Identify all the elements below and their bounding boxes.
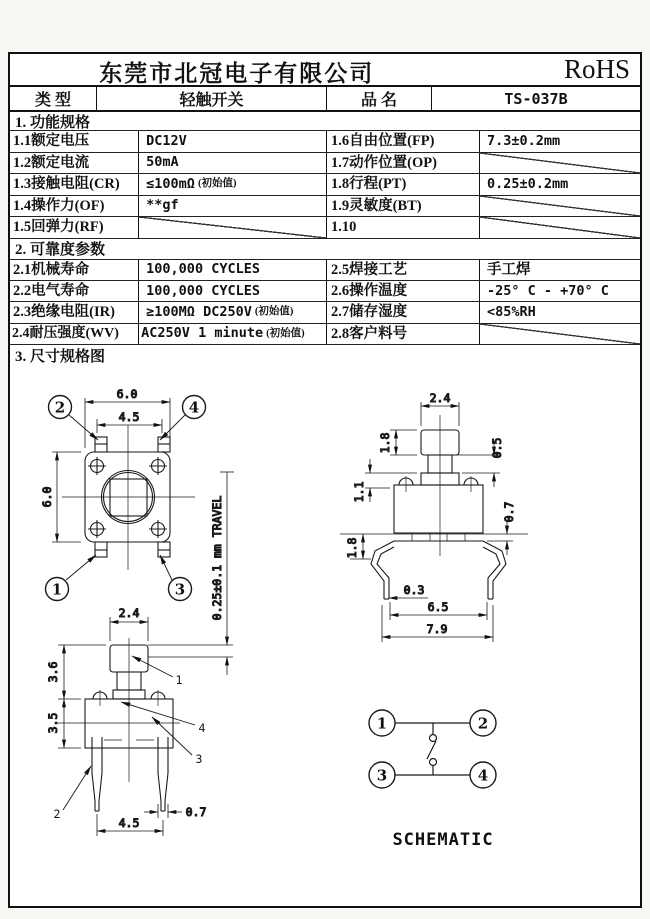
type-row	[10, 87, 640, 112]
pin-callouts	[46, 395, 206, 600]
bent-legs	[371, 541, 506, 599]
dim-label: 4.5	[118, 409, 140, 424]
spec-label: 1.6自由位置(FP)	[327, 131, 480, 152]
part-callout-2: 2	[53, 806, 61, 821]
dim-label: 0.7	[502, 501, 516, 523]
dim-label: 3.6	[46, 661, 60, 683]
spec-value: DC12V	[139, 131, 327, 152]
dim-label: 1.1	[352, 481, 366, 503]
spec-label: 1.5回弹力(RF)	[10, 217, 139, 238]
spec-value: 手工焊	[487, 261, 531, 278]
dim-label: 1.8	[378, 432, 392, 454]
part-callout-1: 1	[175, 672, 183, 687]
schematic-pin-2: 2	[477, 714, 489, 733]
spec-label: 1.9灵敏度(BT)	[327, 196, 480, 217]
type-label: 类 型	[10, 87, 97, 110]
spec-sheet	[8, 52, 642, 908]
spec-label: 2.4耐压强度(WV)	[10, 324, 139, 344]
corner-posts	[88, 457, 167, 538]
spec-label: 1.4操作力(OF)	[10, 196, 139, 217]
spec-label: 1.10	[327, 217, 480, 238]
schematic-pin-4: 4	[477, 766, 489, 785]
dim-label: 2.4	[118, 605, 140, 620]
table-row	[10, 281, 640, 302]
spec-value: 100,000 CYCLES	[139, 281, 327, 301]
spec-value: 0.25±0.2mm	[487, 175, 569, 192]
side-view-drawing	[340, 391, 528, 642]
section3-title: 3. 尺寸规格图	[15, 348, 106, 365]
spec-label: 2.8客户料号	[327, 324, 480, 344]
spec-label: 1.8行程(PT)	[327, 174, 480, 195]
schematic-caption: SCHEMATIC	[392, 829, 494, 850]
table-row	[10, 131, 640, 153]
spec-label: 1.1额定电压	[10, 131, 139, 152]
initial-value-note: (初始值)	[197, 178, 237, 190]
dim-label: 0.3	[403, 582, 425, 597]
spec-label: 2.5焊接工艺	[327, 260, 480, 280]
pin-callout-4: 4	[188, 398, 200, 417]
dim-label: 4.5	[118, 815, 140, 830]
dim-label: 3.5	[46, 712, 60, 734]
part-callout-3: 3	[195, 751, 203, 766]
spec-value: ≥100MΩ DC250V (初始值)	[139, 302, 327, 322]
dim-label: 1.8	[345, 537, 359, 559]
table-row	[10, 302, 640, 323]
initial-value-note: (初始值)	[266, 327, 305, 339]
section2-title: 2. 可靠度参数	[10, 239, 640, 260]
table-row	[10, 260, 640, 281]
spec-value: 50mA	[139, 153, 327, 174]
empty-cell-diagonal	[480, 324, 640, 344]
top-view-drawing	[40, 387, 234, 675]
schematic-pin-3: 3	[376, 766, 388, 785]
spec-label: 1.3接触电阻(CR)	[10, 174, 139, 195]
rohs-mark: RoHS	[563, 54, 630, 84]
part-name-label: 品 名	[327, 87, 432, 110]
type-value: 轻触开关	[97, 87, 327, 110]
dim-label: 0.7	[185, 804, 207, 819]
table-row	[10, 217, 640, 239]
spec-value: 7.3±0.2mm	[487, 132, 561, 149]
spec-value: -25° C - +70° C	[487, 282, 609, 299]
dim-label: 6.0	[116, 386, 138, 401]
pin-callout-2: 2	[54, 398, 66, 417]
spec-value: ≤100mΩ (初始值)	[139, 174, 327, 195]
spec-label: 2.6操作温度	[327, 281, 480, 301]
spec-value: <85%RH	[487, 303, 536, 320]
sheet-header	[10, 54, 640, 87]
dim-label: 6.5	[427, 599, 449, 614]
pin-callout-3: 3	[174, 580, 186, 599]
schematic-drawing	[369, 710, 496, 850]
dim-label: 2.4	[429, 390, 451, 405]
spec-label: 2.2电气寿命	[10, 281, 139, 301]
spec-label: 2.7储存湿度	[327, 302, 480, 322]
drawings-svg	[10, 366, 640, 906]
table-row	[10, 324, 640, 345]
dimension-drawings	[10, 366, 640, 906]
spec-label: 2.3绝缘电阻(IR)	[10, 302, 139, 322]
front-view-drawing	[46, 606, 233, 836]
spec-value: **gf	[139, 196, 327, 217]
empty-cell-diagonal	[480, 196, 640, 217]
spec-label: 1.2额定电流	[10, 153, 139, 174]
dim-label: 6.0	[40, 486, 54, 508]
travel-label: 0.25±0.1 mm TRAVEL	[210, 495, 224, 621]
dim-label: 7.9	[426, 621, 448, 636]
empty-cell-diagonal	[480, 217, 640, 238]
table-row	[10, 153, 640, 175]
company-name: 东莞市北冠电子有限公司	[99, 61, 375, 86]
initial-value-note: (初始值)	[254, 306, 294, 318]
table-row	[10, 196, 640, 218]
spec-label: 1.7动作位置(OP)	[327, 153, 480, 174]
empty-cell-diagonal	[480, 153, 640, 174]
spec-value: AC250V 1 minute (初始值)	[139, 324, 327, 344]
section1-title: 1. 功能规格	[10, 112, 640, 131]
part-number: TS-037B	[504, 89, 568, 108]
spec-value: 100,000 CYCLES	[139, 260, 327, 280]
schematic-pin-1: 1	[376, 714, 388, 733]
empty-cell-diagonal	[139, 217, 327, 238]
spec-label: 2.1机械寿命	[10, 260, 139, 280]
dim-label: 0.5	[490, 437, 504, 459]
part-callout-4: 4	[198, 720, 206, 735]
pin-callout-1: 1	[51, 580, 63, 599]
table-row	[10, 174, 640, 196]
